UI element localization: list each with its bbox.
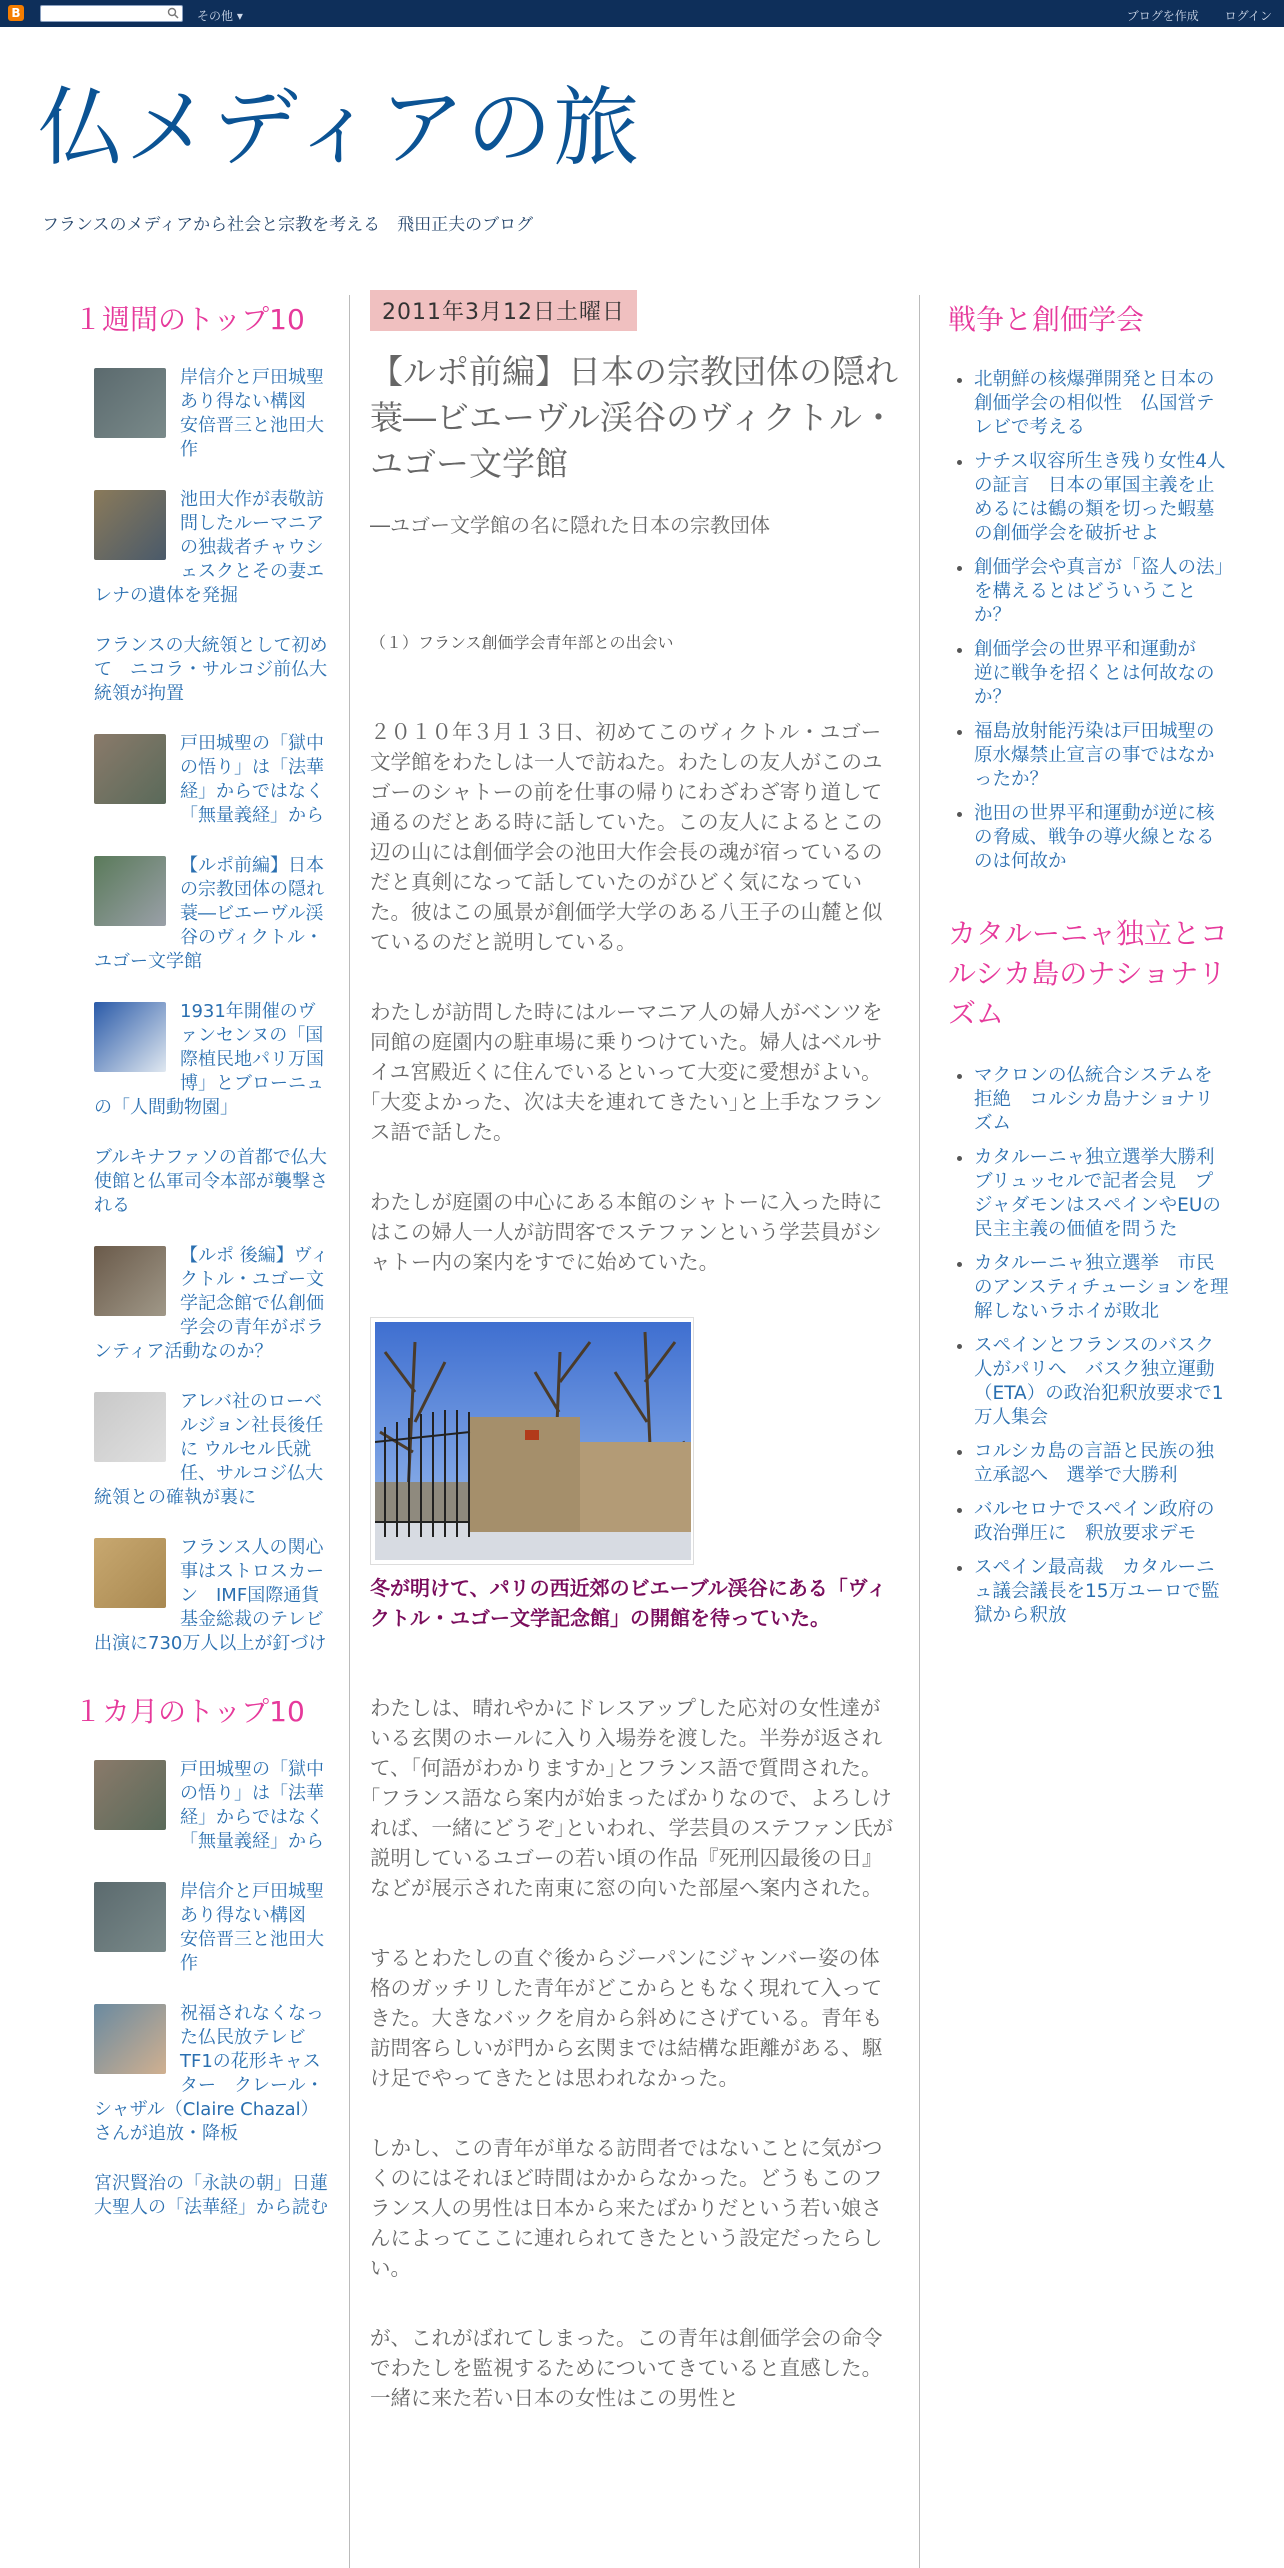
popular-post-title[interactable]: 戸田城聖の「獄中の悟り」は「法華経」からではなく「無量義経」から [180, 1759, 324, 1852]
photo-caption: 冬が明けて、パリの西近郊のビエーブル渓谷にある「ヴィクトル・ユゴー文学記念館」の開館を待っていた。 [370, 1576, 887, 1630]
sidebar-link[interactable]: • 創価学会の世界平和運動が 逆に戦争を招くとは何故なのか？ [974, 638, 1230, 710]
monthly-top10-title: １カ月のトップ10 [74, 1695, 305, 1728]
right-divider [919, 295, 920, 2568]
post-thumbnail[interactable] [94, 368, 166, 438]
left-sidebar [62, 290, 342, 2246]
sidebar-link[interactable]: • 福島放射能汚染は戸田城聖の原水爆禁止宣言の事ではなかったか？ [974, 720, 1230, 792]
post-date-header: 2011年3月12日土曜日 [370, 290, 637, 331]
sidebar-link[interactable]: • スペインとフランスのバスク人がパリへ バスク独立運動（ETA）の政治犯釈放要求で1万人集会 [974, 1334, 1230, 1430]
post-thumbnail[interactable] [94, 1760, 166, 1830]
post-paragraph: するとわたしの直ぐ後からジーパンにジャンバー姿の体格のガッチリした青年がどこからともなく現れて入ってきた。大きなバックを肩から斜めにさげている。青年も訪問客らしいが門から玄関までは結構な距離がある、駆け足でやってきたとは思われなかった。 [370, 1946, 883, 2090]
popular-post-title[interactable]: 【ルポ前編】日本の宗教団体の隠れ蓑―ビエーヴル渓谷のヴィクトル・ユゴー文学館 [94, 855, 324, 972]
post-thumbnail[interactable] [94, 856, 166, 926]
sidebar-link[interactable]: • ナチス収容所生き残り女性4人の証言 日本の軍国主義を止めるには鶴の類を切った蝦墓の創価学会を破折せよ [974, 450, 1230, 546]
post-thumbnail[interactable] [94, 2004, 166, 2074]
popular-post-item[interactable] [94, 634, 330, 706]
post-photo[interactable] [370, 1317, 694, 1565]
catalonia-corsica-link-list [948, 1064, 1234, 1628]
catalonia-corsica-title: カタルーニャ独立とコルシカ島のナショナリズム [948, 917, 1229, 1030]
post-thumbnail[interactable] [94, 734, 166, 804]
blogger-logo-icon[interactable]: B [8, 5, 24, 21]
login-link[interactable]: ログイン [1224, 9, 1272, 23]
search-input[interactable] [40, 5, 183, 22]
popular-post-item[interactable] [94, 1000, 330, 1120]
post-thumbnail[interactable] [94, 1882, 166, 1952]
post-thumbnail[interactable] [94, 1002, 166, 1072]
sidebar-link[interactable]: • 北朝鮮の核爆弾開発と日本の創価学会の相似性 仏国営テレビで考える [974, 368, 1230, 440]
war-soka-link-list [948, 368, 1230, 874]
popular-post-item[interactable] [94, 366, 342, 462]
popular-post-item[interactable] [94, 732, 330, 828]
sidebar-link[interactable]: • 池田の世界平和運動が逆に核の脅威、戦争の導火線となるのは何故か [974, 802, 1230, 874]
popular-post-item[interactable] [94, 1880, 342, 1976]
popular-post-item[interactable] [94, 1758, 330, 1854]
sidebar-link[interactable]: • 創価学会や真言が「盗人の法」を構えるとはどういうことか？ [974, 556, 1230, 628]
popular-post-title[interactable]: 岸信介と戸田城聖 あり得ない構図 安倍晋三と池田大作 [180, 1881, 342, 1974]
popular-post-title[interactable]: 池田大作が表敬訪問したルーマニアの独裁者チャウシェスクとその妻エレナの遺体を発掘 [94, 489, 324, 606]
popular-post-title[interactable]: 宮沢賢治の「永訣の朝」日蓮大聖人の「法華経」から読む [94, 2173, 328, 2218]
chevron-down-icon: ▾ [236, 9, 243, 23]
post-paragraph: わたしは、晴れやかにドレスアップした応対の女性達がいる玄関のホールに入り入場券を渡した。半券が返されて、｢何語がわかりますか｣とフランス語で質問された。｢フランス語なら案内が始まったばかりなので、よろしければ、一緒にどうぞ｣といわれ、学芸員のステファン氏が説明しているユゴーの若い頃の作品『死刑囚最後の日』などが展示された南東に窓の向いた部屋へ案内された。 [370, 1696, 894, 1900]
popular-post-item[interactable] [94, 2172, 330, 2220]
sidebar-link[interactable]: • スペイン最高裁 カタルーニュ議会議長を15万ユーロで監獄から釈放 [974, 1556, 1230, 1628]
monthly-top10-list [62, 1758, 342, 2220]
popular-post-title[interactable]: 1931年開催のヴァンセンヌの「国際植民地パリ万国博」とブローニュの「人間動物園」 [94, 1001, 324, 1118]
popular-post-item[interactable] [94, 488, 330, 608]
post-body-part2 [370, 1693, 900, 2413]
popular-post-title[interactable]: 戸田城聖の「獄中の悟り」は「法華経」からではなく「無量義経」から [180, 733, 324, 826]
sidebar-link[interactable]: • カタルーニャ独立選挙大勝利 ブリュッセルで記者会見 プジャダモンはスペインやEUの民主主義の価値を問うた [974, 1146, 1230, 1242]
popular-post-item[interactable] [94, 1536, 330, 1656]
popular-post-title[interactable]: フランス人の関心事はストロスカーン IMF国際通貨基金総裁のテレビ出演に730万人以上が釘づけ [94, 1537, 327, 1654]
blog-description: フランスのメディアから社会と宗教を考える 飛田正夫のブログ [42, 215, 534, 235]
post-thumbnail[interactable] [94, 1246, 166, 1316]
popular-post-item[interactable] [94, 1390, 330, 1510]
blog-title[interactable]: 仏メディアの旅 [38, 78, 641, 178]
popular-post-item[interactable] [94, 2002, 330, 2146]
sidebar-link[interactable]: • マクロンの仏統合システムを拒絶 コルシカ島ナショナリズム [974, 1064, 1230, 1136]
post-title[interactable]: 【ルポ前編】日本の宗教団体の隠れ蓑―ビエーヴル渓谷のヴィクトル・ユゴー文学館 [370, 352, 898, 483]
post-subtitle: ―ユゴー文学館の名に隠れた日本の宗教団体 [370, 513, 770, 537]
blogger-navbar [0, 0, 1284, 27]
post-paragraph: が、これがばれてしまった。この青年は創価学会の命令でわたしを監視するためについてきていると直感した。一緒に来た若い日本の女性はこの男性と [370, 2326, 883, 2410]
weekly-top10-title: １週間のトップ10 [74, 303, 305, 336]
popular-post-title[interactable]: フランスの大統領として初めて ニコラ・サルコジ前仏大統領が拘置 [94, 635, 328, 704]
gate-photo-image [375, 1322, 691, 1560]
search-icon[interactable] [167, 7, 179, 19]
sidebar-link[interactable]: • バルセロナでスペイン政府の政治弾圧に 釈放要求デモ [974, 1498, 1230, 1546]
right-sidebar [948, 290, 1234, 1668]
post-paragraph: わたしが庭園の中心にある本館のシャトーに入った時にはこの婦人一人が訪問客でステファンという学芸員がシャトー内の案内をすでに始めていた。 [370, 1190, 883, 1274]
more-menu[interactable] [197, 7, 243, 24]
popular-post-item[interactable] [94, 1146, 330, 1218]
post-paragraph: わたしが訪問した時にはルーマニア人の婦人がベンツを同館の庭園内の駐車場に乗りつけていた。婦人はベルサイユ宮殿近くに住んでいるといって大変に愛想がよい。｢大変よかった、次は夫を連れてきたい｣と上手なフランス語で話した。 [370, 1000, 883, 1144]
war-soka-title: 戦争と創価学会 [948, 303, 1145, 336]
popular-post-title[interactable]: 祝福されなくなった仏民放テレビTF1の花形キャスター クレール・シャザル（Claire Chazal）さんが追放・降板 [94, 2003, 324, 2144]
sidebar-link[interactable]: • コルシカ島の言語と民族の独立承認へ 選挙で大勝利 [974, 1440, 1230, 1488]
popular-post-title[interactable]: 岸信介と戸田城聖 あり得ない構図 安倍晋三と池田大作 [180, 367, 342, 460]
section-heading: （１）フランス創価学会青年部との出会い [370, 633, 674, 652]
create-blog-link[interactable]: ブログを作成 [1126, 9, 1199, 23]
popular-post-title[interactable]: ブルキナファソの首都で仏大使館と仏軍司令本部が襲撃される [94, 1147, 328, 1216]
post-thumbnail[interactable] [94, 490, 166, 560]
popular-post-item[interactable] [94, 854, 330, 974]
post-column [370, 290, 900, 2453]
post-thumbnail[interactable] [94, 1538, 166, 1608]
popular-post-title[interactable]: 【ルポ 後編】ヴィクトル・ユゴー文学記念館で仏創価学会の青年がボランティア活動なのか？ [94, 1245, 329, 1362]
popular-post-title[interactable]: アレバ社のローベルジョン社長後任に ウルセル氏就任、サルコジ仏大統領との確執が裏に [94, 1391, 324, 1508]
sidebar-link[interactable]: • カタルーニャ独立選挙 市民のアンスティチューションを理解しないラホイが敗北 [974, 1252, 1230, 1324]
post-paragraph: ２０１０年３月１３日、初めてこのヴィクトル・ユゴー文学館をわたしは一人で訪ねた。わたしの友人がこのユゴーのシャトーの前を仕事の帰りにわざわざ寄り道して通るのだとある時に話していた。この友人によるとこの辺の山には創価学会の池田大作会長の魂が宿っているのだと真剣になって話していたのがひどく気になっていた。彼はこの風景が創価学大学のある八王子の山麓と似ているのだと説明している。 [370, 720, 883, 954]
popular-post-item[interactable] [94, 1244, 330, 1364]
post-body-part1 [370, 717, 900, 1277]
post-paragraph: しかし、この青年が単なる訪問者ではないことに気がつくのにはそれほど時間はかからなかった。どうもこのフランス人の男性は日本から来たばかりだという若い娘さんによってここに連れられてきたという設定だったらしい。 [370, 2136, 883, 2280]
left-divider [349, 295, 350, 2568]
more-label: その他 [197, 9, 234, 23]
weekly-top10-list [62, 366, 342, 1656]
post-thumbnail[interactable] [94, 1392, 166, 1462]
